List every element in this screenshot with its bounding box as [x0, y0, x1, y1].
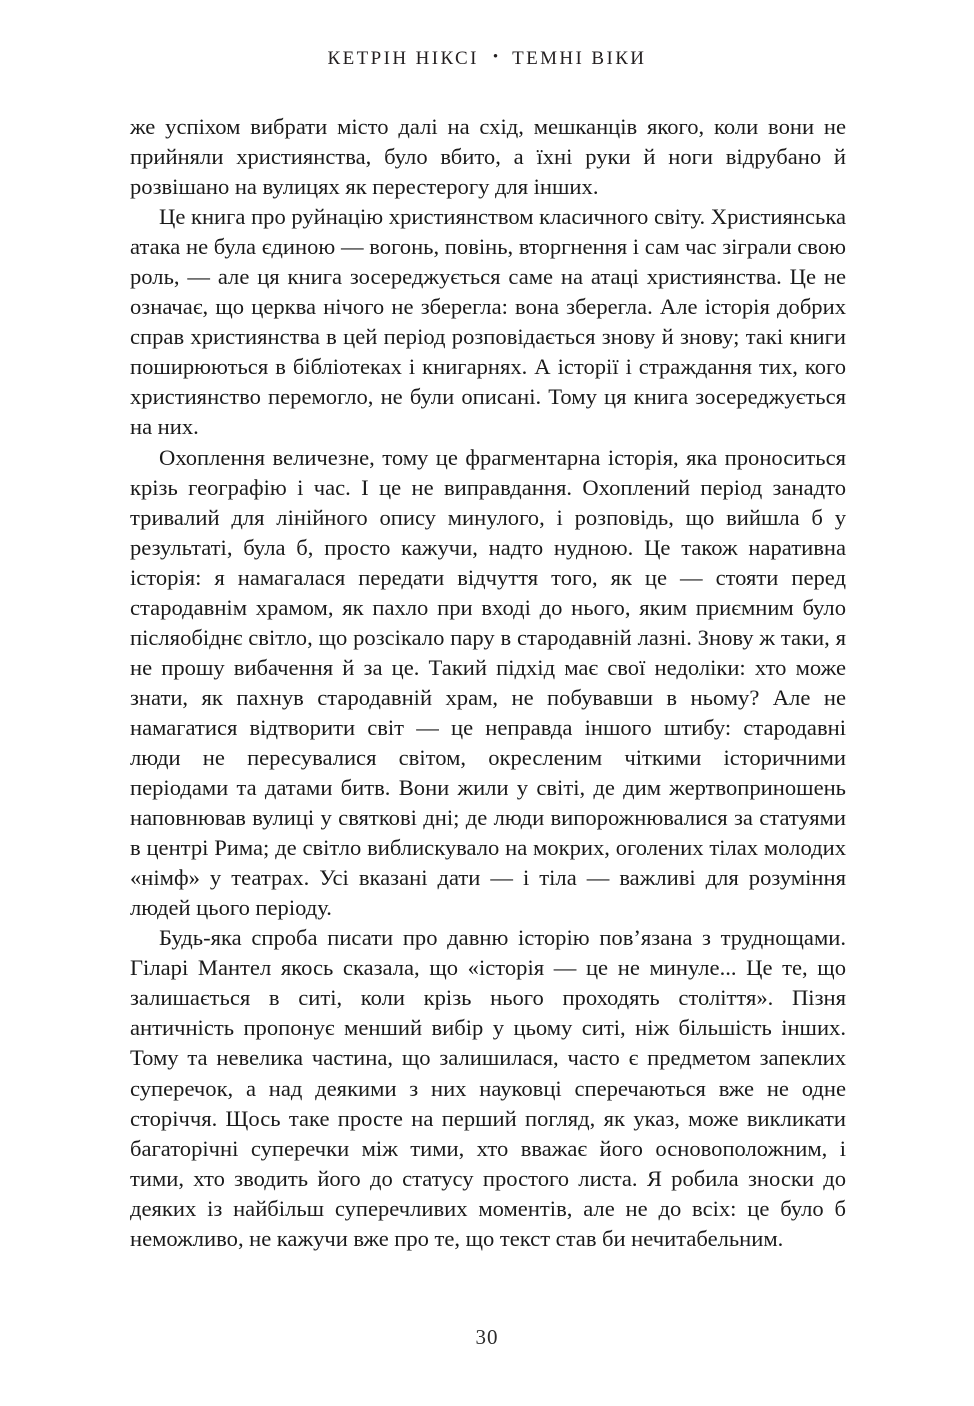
- running-head-title: ТЕМНІ ВІКИ: [512, 48, 647, 69]
- running-head: [0, 48, 974, 70]
- paragraph: Це книга про руйнацію християнством класичного світу. Християнська атака не була єдиною — вогонь, повінь, вторгнення і сам час зіграли свою роль, — але ця книга зосереджується саме на атаці християнства. Це не означає, що церква нічого не зберегла: вона зберегла. Але історія добрих справ християнства в цей період розповідається знову й знову; такі книги поширюються в бібліотеках і книгарнях. А історії і страждання тих, кого християнство перемогло, не були описані. Тому ця книга зосереджується на них.: [130, 204, 846, 440]
- paragraph: Охоплення величезне, тому це фрагментарна історія, яка проноситься крізь географію і час. І це не виправдання. Охоплений період занадто тривалий для лінійного опису минулого, і розповідь, що вийшла б у результаті, була б, просто кажучи, надто нудною. Це також наративна історія: я намагалася передати відчуття того, як це — стояти перед стародавнім храмом, як пахло при вході до нього, яким приємним було післяобіднє світло, що розсікало пару в стародавній лазні. Знову ж таки, я не прошу вибачення й за це. Такий підхід має свої недоліки: хто може знати, як пахнув стародавній храм, не побувавши в ньому? Але не намагатися відтворити світ — це неправда іншого штибу: стародавні люди не пересувалися світом, окресленим чіткими історичними періодами та датами битв. Вони жили у світі, де дим жертвоприношень наповнював вулиці у святкові дні; де люди випорожнювалися за статуями в центрі Рима; де світло виблискувало на мокрих, оголених тілах молодих «німф» у театрах. Усі вказані дати — і тіла — важливі для розуміння людей цього періоду.: [130, 444, 846, 921]
- bullet-separator-icon: •: [492, 49, 499, 66]
- body-text-block: [130, 112, 846, 1254]
- paragraph: Будь-яка спроба писати про давню історію пов’язана з труднощами. Гіларі Мантел якось сказала, що «історія — це не минуле... Це те, що залишається в ситі, коли крізь нього проходять століття». Пізня античність пропонує менший вибір у цьому ситі, ніж більшість інших. Тому та невелика частина, що залишилася, часто є предметом запеклих суперечок, а над деякими з них науковці сперечаються вже не одне сторіччя. Щось таке просте на перший погляд, як указ, може викликати багаторічні суперечки між тими, хто вважає його основоположним, і тими, хто зводить його до статусу простого листа. Я робила зноски до деяких із найбільш суперечливих моментів, але не до всіх: це було б неможливо, не кажучи вже про те, що текст став би нечитабельним.: [130, 925, 846, 1251]
- paragraph: же успіхом вибрати місто далі на схід, мешканців якого, коли вони не прийняли християнства, було вбито, а їхні руки й ноги відрубано й розвішано на вулицях як перестерогу для інших.: [130, 114, 846, 200]
- page-number: 30: [475, 1325, 499, 1349]
- running-head-author: КЕТРІН НІКСІ: [327, 48, 479, 69]
